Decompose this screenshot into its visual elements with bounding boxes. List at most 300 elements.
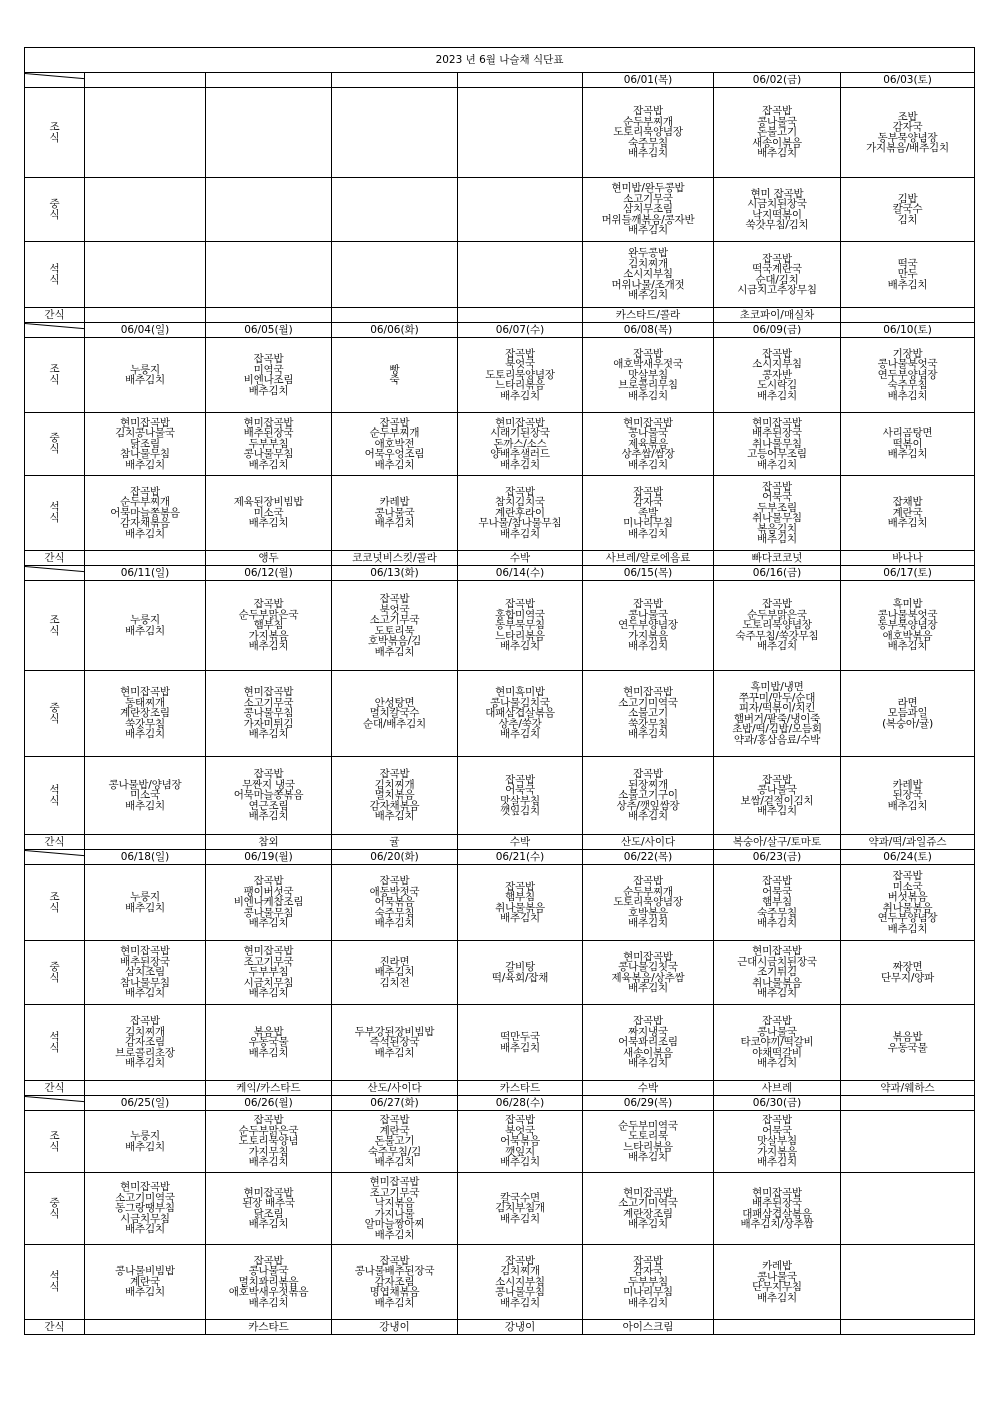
date-header: 06/02(금) [714, 73, 841, 88]
menu-item: 새송이볶음 [752, 136, 802, 149]
menu-item: 잡곡밥 [505, 1114, 535, 1127]
menu-item: 소고기미역국 [618, 1197, 678, 1209]
breakfast-label-char: 식 [49, 374, 60, 386]
dinner-cell [714, 1245, 841, 1320]
menu-item: 호박볶음 [628, 906, 668, 919]
week-2-snack-row [25, 551, 975, 566]
menu-item: 배추김치 [248, 917, 289, 930]
date-header: 06/01(목) [583, 73, 714, 88]
menu-item: 우동국물 [248, 1036, 289, 1049]
menu-item: 배추김치 [374, 966, 415, 979]
menu-item: 계란국 [892, 506, 923, 519]
menu-item: 취나물무침 [752, 512, 802, 524]
week-4-lunch-row [25, 941, 975, 1005]
page-title: 2023 년 6월 나슬채 식단표 [25, 48, 975, 73]
breakfast-cell [583, 581, 714, 671]
menu-item: 배추김치 [887, 278, 928, 291]
menu-item: 어묵국 [762, 1124, 792, 1137]
menu-item: 도토리묵양념장 [613, 896, 683, 909]
menu-item: 숙주무침 [757, 906, 797, 919]
menu-item: 소불고기구이 [618, 789, 678, 802]
snack-cell [85, 1081, 206, 1096]
snack-cell: 약과/웨하스 [841, 1081, 975, 1096]
menu-item: 배추김치 [248, 384, 289, 397]
menu-item: 시금치고추장무침 [737, 284, 817, 296]
date-header: 06/18(일) [85, 850, 206, 865]
menu-item: 빵 [389, 363, 400, 376]
corner-cell [25, 323, 85, 338]
menu-item: 잡곡밥 [253, 1114, 284, 1127]
week-1-lunch-row [25, 178, 975, 242]
menu-item: 어묵우엉조림 [364, 448, 425, 461]
menu-item: 낙지떡볶이 [752, 208, 802, 221]
menu-item: 배추김치 [887, 640, 928, 653]
menu-item: 도토리묵양념장 [613, 126, 683, 139]
menu-item: 양배추샐러드 [490, 448, 550, 461]
menu-item: 무짠지 냉국 [242, 778, 295, 791]
menu-item: 애호박볶음 [882, 629, 933, 642]
menu-item: 숙주무침 [628, 136, 668, 149]
menu-item: 잡곡밥 [892, 870, 923, 882]
menu-item: 콩나물국 [757, 1025, 797, 1038]
menu-item: 소고기무국 [369, 614, 420, 626]
snack-cell: 수박 [583, 1081, 714, 1096]
menu-item: 초밥/떡/김밥/모듬회 [732, 723, 822, 735]
snack-cell [332, 308, 458, 323]
lunch-cell [583, 178, 714, 242]
menu-item: 배추김치 [248, 1218, 289, 1230]
menu-item: 깻잎지 [505, 1145, 535, 1158]
menu-item: 배추김치 [374, 1046, 415, 1059]
lunch-cell [332, 671, 458, 757]
menu-item: 떡/육회/잡채 [491, 971, 549, 984]
menu-item: 도토리묵 [374, 624, 415, 637]
week-3-snack-row [25, 835, 975, 850]
menu-item: 배추김치 [248, 810, 289, 823]
menu-item: 미소국 [130, 789, 160, 802]
menu-item: 어묵국 [505, 784, 535, 796]
menu-item: 잡곡밥 [505, 1254, 535, 1267]
menu-item: 어묵국 [762, 491, 792, 503]
menu-item: 계란장조림 [120, 707, 170, 720]
menu-item: 누룽지 [130, 1130, 160, 1142]
menu-item: 김치찌개 [628, 257, 668, 270]
breakfast-cell [206, 88, 332, 178]
lunch-label [25, 1173, 85, 1245]
menu-item: 보쌈/겉절이김치 [740, 794, 814, 807]
menu-item: 잡곡밥 [762, 1015, 792, 1028]
menu-item: 상추/쑥갓 [498, 717, 542, 730]
menu-item: 시금치된장국 [747, 198, 807, 210]
menu-item: 배추김치 [500, 1156, 540, 1169]
menu-item: 볶음밥 [892, 1031, 923, 1043]
menu-item: 연두부양념장 [618, 619, 678, 632]
menu-item: 짜장면 [892, 961, 923, 973]
week-5-date-row [25, 1096, 975, 1111]
lunch-label-char: 중 [49, 960, 60, 973]
week-2-breakfast-row [25, 338, 975, 413]
menu-item: 감자채볶음 [120, 517, 170, 530]
date-header: 06/19(월) [206, 850, 332, 865]
menu-item: 두부강된장비빔밥 [354, 1025, 435, 1038]
menu-item: 현미잡곡밥 [120, 416, 170, 429]
snack-label: 간식 [25, 1081, 85, 1096]
menu-item: 애동박젓국 [369, 885, 420, 898]
breakfast-cell [332, 88, 458, 178]
menu-item: 배추김치 [757, 1156, 797, 1169]
menu-item: 고등어무조림 [747, 448, 807, 461]
menu-item: 미역국 [253, 363, 284, 376]
menu-item: 배추김치 [628, 640, 668, 653]
menu-item: 순두부찌개 [120, 496, 170, 509]
week-3-lunch-row [25, 671, 975, 757]
menu-item: 감자국 [633, 496, 663, 509]
menu-item: 동부묵양념장 [877, 131, 938, 144]
menu-item: 잡곡밥 [762, 1114, 792, 1127]
menu-item: 순두부맑은국 [238, 608, 299, 621]
menu-item: 소시지부침 [752, 358, 802, 371]
snack-cell: 케익/카스타드 [206, 1081, 332, 1096]
menu-item: 숙주무침/김 [367, 1145, 422, 1158]
snack-cell: 아이스크림 [583, 1320, 714, 1335]
snack-cell: 산도/사이다 [583, 835, 714, 850]
menu-item: 브로콜리무침 [618, 379, 678, 392]
menu-item: 모듬과일 [887, 707, 928, 720]
snack-cell: 강냉이 [332, 1320, 458, 1335]
breakfast-cell [332, 1111, 458, 1173]
menu-item: 알마늘짱아찌 [364, 1218, 425, 1230]
menu-item: 쭈꾸미/만두/순대 [738, 691, 816, 704]
snack-cell: 앵두 [206, 551, 332, 566]
menu-item: 타코야끼/떡갈비 [740, 1036, 814, 1049]
dinner-label-char: 식 [49, 273, 60, 286]
menu-item: 배추김치 [374, 458, 415, 471]
lunch-cell [332, 1173, 458, 1245]
menu-item: 머위나물/조개젓 [611, 278, 685, 291]
menu-item: 연두부양념장 [877, 368, 938, 381]
menu-item: 배추김치 [248, 1156, 289, 1169]
menu-item: 배추김치 [628, 1218, 668, 1230]
menu-item: 맛살부침 [757, 1135, 797, 1148]
snack-cell: 초코파이/매실차 [714, 308, 841, 323]
menu-item: 김밥 [897, 192, 918, 205]
menu-item: (복숭아/귤) [882, 717, 933, 730]
date-header: 06/28(수) [458, 1096, 583, 1111]
date-header [458, 73, 583, 88]
menu-item: 햄부침 [762, 896, 792, 909]
snack-cell [841, 308, 975, 323]
menu-item: 햄부침 [253, 619, 284, 632]
menu-item: 잡곡밥 [633, 598, 663, 611]
dinner-label [25, 1005, 85, 1081]
menu-item: 배추김치 [500, 1212, 540, 1225]
lunch-label [25, 941, 85, 1005]
snack-cell: 수박 [458, 835, 583, 850]
snack-cell: 수박 [458, 551, 583, 566]
breakfast-cell [714, 1111, 841, 1173]
menu-item: 카레밥 [379, 496, 410, 509]
menu-item: 어묵볶음 [374, 896, 415, 909]
menu-item: 현미밥/완두콩밥 [611, 182, 685, 195]
week-1-dinner-row [25, 242, 975, 308]
menu-item: 어묵볶음 [500, 1135, 540, 1148]
dinner-cell [206, 757, 332, 835]
breakfast-cell [841, 865, 975, 941]
lunch-label [25, 178, 85, 242]
menu-item: 현미잡곡밥 [623, 950, 673, 963]
menu-item: 순두부찌개 [623, 115, 673, 128]
menu-item: 잡곡밥 [505, 880, 535, 893]
lunch-cell [85, 671, 206, 757]
menu-item: 떡만두국 [500, 1031, 540, 1043]
snack-cell [85, 835, 206, 850]
breakfast-cell [206, 338, 332, 413]
menu-item: 순두부찌개 [623, 885, 673, 898]
menu-item: 맛살부침 [628, 368, 668, 381]
dinner-cell [85, 476, 206, 551]
date-header [841, 1096, 975, 1111]
menu-item: 연근조림 [248, 799, 289, 812]
lunch-cell [714, 1173, 841, 1245]
menu-item: 잡곡밥 [633, 875, 663, 888]
menu-item: 북엇국 [505, 358, 535, 371]
menu-item: 카레밥 [892, 778, 923, 791]
menu-item: 도시락김 [757, 379, 797, 392]
menu-item: 잡곡밥 [505, 773, 535, 786]
snack-cell: 산도/사이다 [332, 1081, 458, 1096]
menu-item: 현미잡곡밥 [752, 945, 802, 958]
menu-item: 잡곡밥 [253, 598, 284, 611]
snack-cell: 사브레/알로에음료 [583, 551, 714, 566]
menu-item: 삼치무조림 [623, 203, 673, 216]
date-header: 06/15(목) [583, 566, 714, 581]
dinner-cell [841, 757, 975, 835]
menu-item: 조고기무국 [369, 1186, 420, 1199]
menu-item: 떡볶이 [892, 437, 923, 450]
menu-item: 콩나물무침 [243, 448, 294, 461]
date-header: 06/12(월) [206, 566, 332, 581]
week-5-dinner-row [25, 1245, 975, 1320]
menu-item: 떡국 [897, 257, 918, 270]
breakfast-cell [583, 865, 714, 941]
lunch-cell [332, 178, 458, 242]
lunch-cell [458, 671, 583, 757]
menu-item: 배추김치 [628, 1151, 668, 1163]
menu-item: 배추김치 [628, 527, 668, 540]
week-2-dinner-row [25, 476, 975, 551]
date-header: 06/10(토) [841, 323, 975, 338]
dinner-label-char: 석 [49, 262, 60, 275]
breakfast-cell [458, 338, 583, 413]
menu-item: 배추김치 [500, 1041, 540, 1054]
menu-item: 북엇국 [505, 1124, 535, 1137]
lunch-cell [583, 671, 714, 757]
breakfast-label [25, 865, 85, 941]
menu-item: 족발 [638, 506, 658, 519]
menu-item: 배추김치 [757, 147, 797, 160]
menu-item: 느타리볶음 [623, 1140, 673, 1153]
breakfast-cell [332, 581, 458, 671]
week-5-breakfast-row [25, 1111, 975, 1173]
menu-item: 소시지부침 [495, 1275, 545, 1288]
menu-item: 순두부맑은국 [747, 608, 807, 621]
menu-item: 김치콩나물국 [115, 427, 175, 440]
menu-item: 쑥갓무침 [125, 717, 165, 730]
menu-item: 잡곡밥 [762, 105, 792, 118]
date-header: 06/16(금) [714, 566, 841, 581]
dinner-cell [841, 242, 975, 308]
breakfast-label-char: 식 [49, 131, 60, 144]
dinner-cell [458, 1005, 583, 1081]
menu-item: 콩나물밥/양념장 [108, 778, 182, 791]
week-5-lunch-row [25, 1173, 975, 1245]
menu-item: 잡곡밥 [633, 1254, 663, 1267]
menu-item: 가자미튀김 [243, 717, 294, 730]
menu-item: 도토리묵양념 [238, 1135, 299, 1148]
menu-item: 배추김치 [757, 917, 797, 930]
breakfast-cell [85, 88, 206, 178]
corner-cell [25, 566, 85, 581]
menu-item: 잡곡밥 [379, 1254, 410, 1267]
menu-item: 안성탕면 [374, 696, 415, 709]
dinner-cell [85, 1245, 206, 1320]
week-1-snack-row [25, 308, 975, 323]
menu-item: 감자조림 [374, 1275, 415, 1288]
menu-item: 콩나물무침 [243, 906, 294, 919]
dinner-cell [206, 1245, 332, 1320]
menu-item: 배추김치 [125, 1140, 165, 1153]
menu-item: 콩나물김칫국 [618, 961, 678, 973]
menu-item: 도토리묵 [628, 1130, 668, 1142]
breakfast-label [25, 338, 85, 413]
lunch-cell [206, 178, 332, 242]
date-header [332, 73, 458, 88]
menu-item: 시금치무침 [243, 976, 294, 989]
menu-item: 배추김치 [500, 912, 540, 924]
lunch-cell [85, 413, 206, 476]
breakfast-label [25, 88, 85, 178]
menu-item: 된장 배추국 [242, 1197, 295, 1209]
menu-item: 배추김치 [500, 389, 540, 402]
menu-item: 조기튀김 [757, 966, 797, 979]
menu-item: 가지무침 [248, 1145, 289, 1158]
menu-item: 숙주무침/쑥갓무침 [735, 629, 819, 642]
date-header: 06/05(월) [206, 323, 332, 338]
menu-item: 진라면 [379, 955, 410, 968]
menu-item: 연두부양념장 [877, 912, 938, 924]
menu-item: 배추김치 [500, 527, 540, 540]
snack-cell [841, 1320, 975, 1335]
date-header: 06/04(일) [85, 323, 206, 338]
menu-item: 배추김치 [628, 917, 668, 930]
menu-item: 현미잡곡밥 [752, 416, 802, 429]
menu-item: 잡곡밥 [253, 353, 284, 365]
menu-item: 현미잡곡밥 [243, 416, 294, 429]
date-header: 06/25(일) [85, 1096, 206, 1111]
menu-item: 현미잡곡밥 [243, 1186, 294, 1199]
menu-item: 콩나물배추된장국 [354, 1265, 435, 1278]
snack-cell [85, 308, 206, 323]
menu-item: 배추김치 [248, 1046, 289, 1059]
menu-item: 상추/깻잎쌈장 [616, 799, 680, 812]
menu-item: 어묵꽈리조림 [618, 1036, 678, 1049]
dinner-cell [458, 1245, 583, 1320]
menu-item: 동태찌개 [125, 696, 165, 709]
dinner-label [25, 1245, 85, 1320]
snack-cell: 강냉이 [458, 1320, 583, 1335]
menu-item: 배추김치 [757, 1057, 797, 1070]
menu-item: 북엇국 [379, 603, 410, 616]
menu-item: 도토리묵양념장 [742, 619, 812, 632]
menu-item: 김치전 [379, 976, 410, 989]
snack-cell: 카스타드 [206, 1320, 332, 1335]
menu-item: 잡곡밥 [762, 252, 792, 265]
breakfast-label-char: 조 [49, 1129, 60, 1142]
menu-item: 가지볶음/배추김치 [866, 142, 949, 154]
dinner-cell [332, 242, 458, 308]
menu-item: 떡국계란국 [752, 263, 802, 275]
menu-item: 배추김치 [628, 1057, 668, 1070]
breakfast-label-char: 조 [49, 120, 60, 133]
breakfast-cell [85, 581, 206, 671]
menu-item: 콩나물무침 [243, 707, 294, 720]
dinner-cell [332, 757, 458, 835]
week-4-date-row [25, 850, 975, 865]
menu-item: 피자/떡볶이/치킨 [738, 702, 816, 714]
snack-cell: 귤 [332, 835, 458, 850]
menu-item: 현미잡곡밥 [623, 416, 673, 429]
menu-item: 단무지무침 [752, 1281, 802, 1293]
dinner-label-char: 석 [49, 783, 60, 796]
menu-item: 라면 [897, 696, 918, 709]
menu-item: 카레밥 [762, 1260, 792, 1272]
date-header: 06/13(화) [332, 566, 458, 581]
menu-item: 약과/홍삼음료/수박 [733, 733, 821, 746]
menu-item: 배추김치 [500, 1296, 540, 1309]
lunch-cell [206, 941, 332, 1005]
menu-item: 배추김치 [374, 917, 415, 930]
menu-item: 참나물무침 [120, 976, 170, 989]
breakfast-label-char: 조 [49, 890, 60, 903]
breakfast-cell [841, 88, 975, 178]
menu-item: 배추김치 [500, 728, 540, 741]
menu-item: 대패삼겹살볶음 [485, 707, 555, 720]
lunch-cell [841, 178, 975, 242]
menu-item: 가지볶음 [628, 629, 668, 642]
menu-item: 콩나물국 [374, 506, 415, 519]
menu-item: 어묵국 [762, 885, 792, 898]
menu-item: 잡곡밥 [633, 768, 663, 781]
breakfast-label [25, 1111, 85, 1173]
menu-item: 잡곡밥 [379, 875, 410, 888]
menu-item: 콩나물무침 [495, 1286, 545, 1299]
snack-cell: 약과/떡/과일쥬스 [841, 835, 975, 850]
menu-item: 배추김치 [125, 527, 165, 540]
menu-item: 가지나물 [374, 1207, 415, 1220]
menu-item: 잡곡밥 [379, 593, 410, 605]
week-3-dinner-row [25, 757, 975, 835]
menu-item: 어묵마늘쫑볶음 [233, 789, 304, 802]
snack-label: 간식 [25, 551, 85, 566]
date-header: 06/29(목) [583, 1096, 714, 1111]
dinner-cell [583, 242, 714, 308]
menu-item: 소고기무국 [243, 696, 294, 709]
menu-item: 현미잡곡밥 [369, 1176, 420, 1188]
date-header: 06/30(금) [714, 1096, 841, 1111]
menu-item: 현미잡곡밥 [120, 686, 170, 699]
menu-item: 숙주무침 [887, 379, 928, 392]
menu-item: 배추김치 [125, 901, 165, 914]
